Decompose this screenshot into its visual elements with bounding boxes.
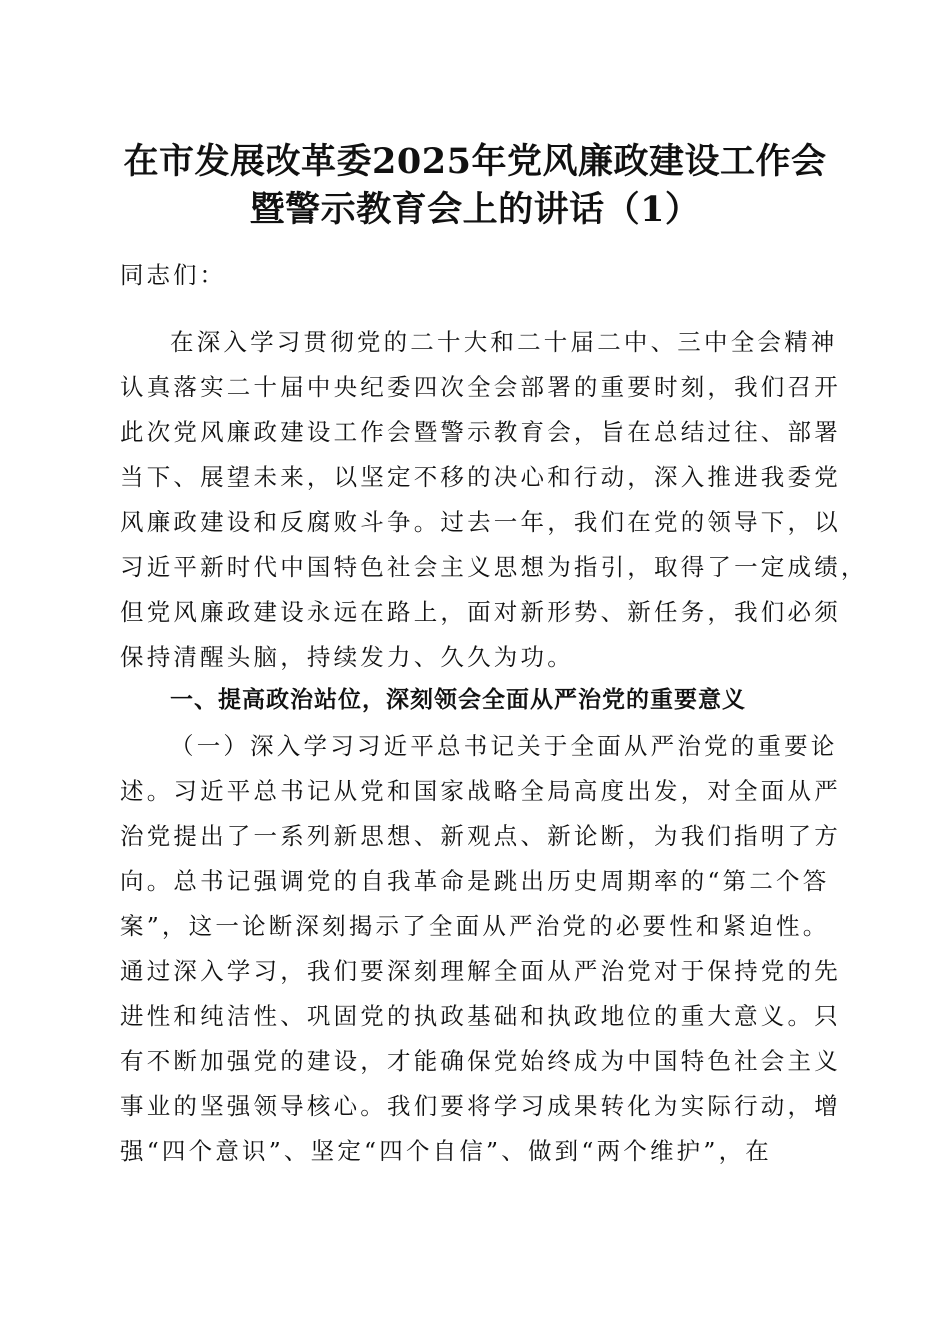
paragraph-line: 通过深入学习，我们要深刻理解全面从严治党对于保持党的先 bbox=[120, 957, 841, 985]
paragraph-line: 保持清醒头脑，持续发力、久久为功。 bbox=[120, 643, 574, 671]
paragraph-line: 认真落实二十届中央纪委四次全会部署的重要时刻，我们召开 bbox=[120, 373, 841, 401]
paragraph-line: 但党风廉政建设永远在路上，面对新形势、新任务，我们必须 bbox=[120, 598, 841, 626]
paragraph-line: 有不断加强党的建设，才能确保党始终成为中国特色社会主义 bbox=[120, 1047, 841, 1075]
paragraph-line: 述。习近平总书记从党和国家战略全局高度出发，对全面从严 bbox=[120, 777, 841, 805]
paragraph-line: 案”，这一论断深刻揭示了全面从严治党的必要性和紧迫性。 bbox=[120, 912, 830, 940]
document-title-line-2: 暨警示教育会上的讲话（1） bbox=[249, 189, 701, 230]
paragraph-line: 风廉政建设和反腐败斗争。过去一年，我们在党的领导下，以 bbox=[120, 508, 841, 536]
section-heading: 一、提高政治站位，深刻领会全面从严治党的重要意义 bbox=[170, 687, 746, 713]
paragraph-line: 治党提出了一系列新思想、新观点、新论断，为我们指明了方 bbox=[120, 822, 841, 850]
paragraph-line: 进性和纯洁性、巩固党的执政基础和执政地位的重大意义。只 bbox=[120, 1002, 841, 1030]
paragraph-1 bbox=[120, 320, 868, 680]
paragraph-line: 向。总书记强调党的自我革命是跳出历史周期率的“第二个答 bbox=[120, 867, 830, 895]
paragraph-line: 当下、展望未来，以坚定不移的决心和行动，深入推进我委党 bbox=[120, 463, 841, 491]
paragraph-line: 此次党风廉政建设工作会暨警示教育会，旨在总结过往、部署 bbox=[120, 418, 841, 446]
salutation: 同志们： bbox=[120, 261, 226, 289]
paragraph-line: （一）深入学习习近平总书记关于全面从严治党的重要论 bbox=[170, 732, 838, 760]
paragraph-line: 习近平新时代中国特色社会主义思想为指引，取得了一定成绩， bbox=[120, 553, 868, 581]
paragraph-line: 强“四个意识”、坚定“四个自信”、做到“两个维护”，在 bbox=[120, 1137, 772, 1165]
paragraph-line: 在深入学习贯彻党的二十大和二十届二中、三中全会精神 bbox=[170, 328, 838, 356]
paragraph-line: 事业的坚强领导核心。我们要将学习成果转化为实际行动，增 bbox=[120, 1092, 841, 1120]
document-title-line-1: 在市发展改革委2025年党风廉政建设工作会 bbox=[123, 141, 827, 182]
paragraph-2 bbox=[120, 724, 841, 1174]
